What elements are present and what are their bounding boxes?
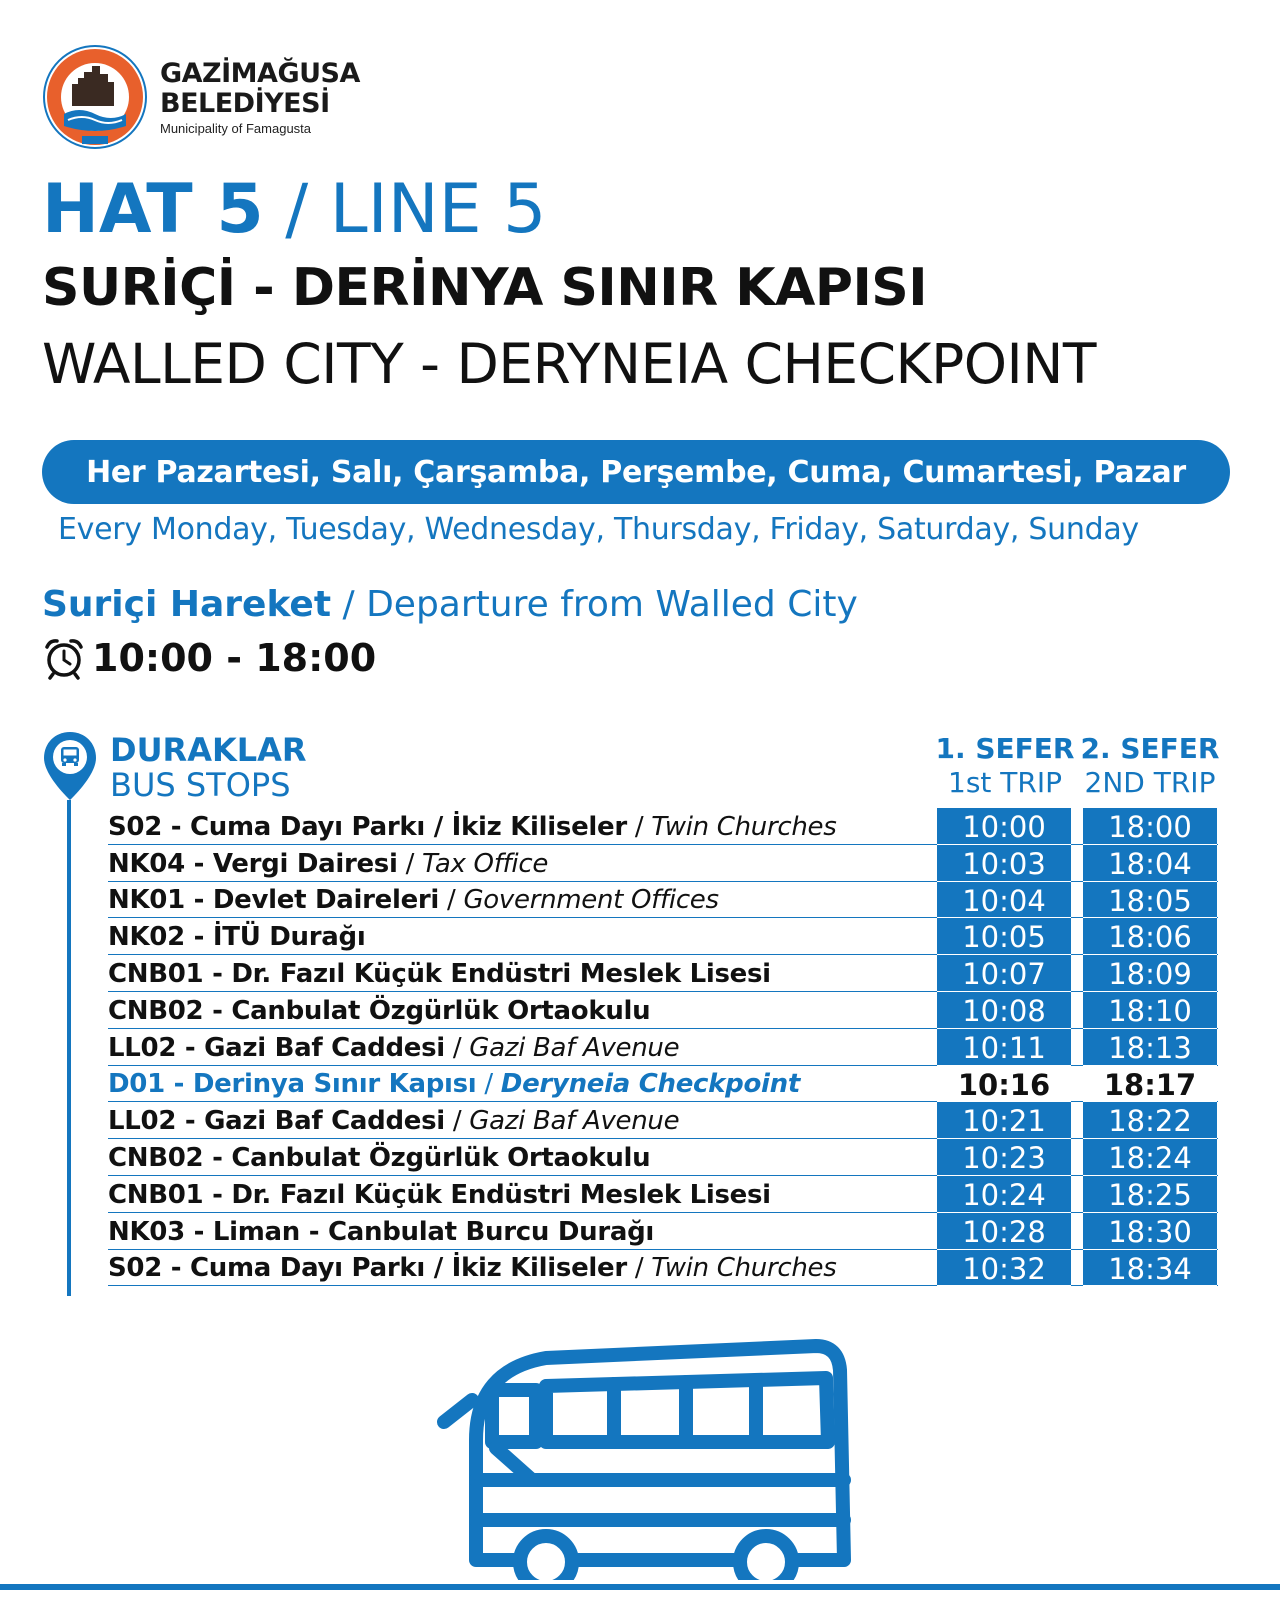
stop-name-tr: S02 - Cuma Dayı Parkı / İkiz Kiliseler xyxy=(108,811,627,842)
timetable xyxy=(108,808,1218,1286)
municipality-seal-icon xyxy=(42,44,148,150)
trip-2-time: 18:04 xyxy=(1083,845,1217,882)
org-name-line1: GAZİMAĞUSA xyxy=(160,57,360,89)
stops-header-tr: DURAKLAR xyxy=(110,731,307,769)
stops-header xyxy=(110,732,307,802)
stop-name xyxy=(108,1143,650,1173)
trip-1-time: 10:08 xyxy=(937,992,1071,1029)
trip-1-time: 10:00 xyxy=(937,808,1071,845)
trip-2-time: 18:09 xyxy=(1083,955,1217,992)
trip-1-time: 10:28 xyxy=(937,1213,1071,1250)
line-title-separator: / xyxy=(263,170,330,249)
trip-2-time: 18:06 xyxy=(1083,918,1217,955)
stop-name-separator: / xyxy=(626,1253,652,1284)
stop-name-tr: NK03 - Liman - Canbulat Burcu Durağı xyxy=(108,1216,655,1247)
trip-2-time: 18:00 xyxy=(1083,808,1217,845)
stop-name-separator: / xyxy=(397,848,422,879)
table-row xyxy=(108,1176,1218,1213)
trip-1-time: 10:32 xyxy=(937,1250,1071,1287)
stop-name xyxy=(108,1106,679,1136)
trip-1-time: 10:11 xyxy=(937,1029,1071,1066)
stop-name-tr: CNB01 - Dr. Fazıl Küçük Endüstri Meslek Lisesi xyxy=(108,958,771,989)
trip-1-time: 10:16 xyxy=(937,1066,1071,1103)
municipality-logo xyxy=(42,44,360,150)
trip-2-time: 18:24 xyxy=(1083,1139,1217,1176)
stop-name-tr: NK01 - Devlet Daireleri xyxy=(108,885,440,916)
departure-heading-tr: Suriçi Hareket xyxy=(42,584,332,625)
departure-heading-separator: / xyxy=(331,584,367,625)
stop-name-separator: / xyxy=(439,885,464,916)
trip-2-time: 18:25 xyxy=(1083,1176,1217,1213)
line-number-tr: HAT 5 xyxy=(42,170,264,249)
table-row xyxy=(108,992,1218,1029)
stop-name-en: Deryneia Checkpoint xyxy=(500,1069,800,1100)
stop-name xyxy=(108,1217,654,1247)
departure-time xyxy=(42,636,376,680)
stop-name-en: Twin Churches xyxy=(651,811,837,842)
table-row xyxy=(108,918,1218,955)
trip-2-header-tr: 2. SEFER xyxy=(1080,732,1220,765)
stop-name xyxy=(108,812,836,842)
trip-2-time: 18:13 xyxy=(1083,1029,1217,1066)
stop-name xyxy=(108,1033,679,1063)
service-days-banner xyxy=(42,440,1230,504)
trip-2-time: 18:22 xyxy=(1083,1102,1217,1139)
stop-name-tr: LL02 - Gazi Baf Caddesi xyxy=(108,1106,445,1137)
stop-name-tr: S02 - Cuma Dayı Parkı / İkiz Kiliseler xyxy=(108,1253,627,1284)
stop-name-separator: / xyxy=(444,1106,470,1137)
stop-name-tr: D01 - Derinya Sınır Kapısı xyxy=(108,1069,477,1100)
table-row xyxy=(108,882,1218,919)
trip-1-time: 10:24 xyxy=(937,1176,1071,1213)
route-name-tr: SURİÇİ - DERİNYA SINIR KAPISI xyxy=(42,258,928,318)
departure-heading xyxy=(42,584,858,625)
stop-name-tr: CNB01 - Dr. Fazıl Küçük Endüstri Meslek Lisesi xyxy=(108,1179,771,1210)
stops-header-en: BUS STOPS xyxy=(110,766,291,804)
stop-name xyxy=(108,996,650,1026)
trip-2-header-en: 2ND TRIP xyxy=(1084,766,1216,799)
stop-name-en: Gazi Baf Avenue xyxy=(469,1032,680,1063)
route-name-en: WALLED CITY - DERYNEIA CHECKPOINT xyxy=(42,332,1097,396)
trip-1-header xyxy=(935,732,1075,800)
trip-1-time: 10:23 xyxy=(937,1139,1071,1176)
stop-name xyxy=(108,922,365,952)
trip-2-time: 18:17 xyxy=(1083,1066,1217,1103)
stop-name-en: Twin Churches xyxy=(651,1253,837,1284)
stop-name-en: Gazi Baf Avenue xyxy=(469,1106,680,1137)
table-row xyxy=(108,1213,1218,1250)
stop-name-separator: / xyxy=(626,811,652,842)
table-row xyxy=(108,808,1218,845)
trip-1-time: 10:21 xyxy=(937,1102,1071,1139)
trip-2-time: 18:10 xyxy=(1083,992,1217,1029)
table-row xyxy=(108,845,1218,882)
alarm-clock-icon xyxy=(42,636,86,680)
trip-1-time: 10:05 xyxy=(937,918,1071,955)
trip-1-time: 10:03 xyxy=(937,845,1071,882)
trip-2-time: 18:34 xyxy=(1083,1250,1217,1287)
stop-name-tr: CNB02 - Canbulat Özgürlük Ortaokulu xyxy=(108,1142,651,1173)
table-row xyxy=(108,1139,1218,1176)
stop-name-separator: / xyxy=(444,1032,470,1063)
stop-name xyxy=(108,1069,800,1099)
table-row xyxy=(108,1102,1218,1139)
line-number-en: LINE 5 xyxy=(329,170,547,249)
trip-1-header-en: 1st TRIP xyxy=(948,766,1062,799)
route-line xyxy=(67,800,71,1296)
stop-name-tr: NK04 - Vergi Dairesi xyxy=(108,848,398,879)
stop-name-en: Government Offices xyxy=(463,885,719,916)
ground-line xyxy=(0,1584,1280,1590)
table-row-destination xyxy=(108,1066,1218,1103)
table-row xyxy=(108,955,1218,992)
line-title xyxy=(42,172,546,248)
stop-name-tr: NK02 - İTÜ Durağı xyxy=(108,922,366,953)
org-subtitle: Municipality of Famagusta xyxy=(160,120,312,136)
bus-illustration-icon xyxy=(436,1330,868,1580)
departure-heading-en: Departure from Walled City xyxy=(366,584,858,625)
stop-name xyxy=(108,959,771,989)
stop-name xyxy=(108,1180,771,1210)
trip-1-time: 10:04 xyxy=(937,882,1071,919)
trip-1-header-tr: 1. SEFER xyxy=(935,732,1075,765)
org-name-line2: BELEDİYESİ xyxy=(160,87,330,119)
stop-name-tr: CNB02 - Canbulat Özgürlük Ortaokulu xyxy=(108,995,651,1026)
table-row xyxy=(108,1029,1218,1066)
stop-name xyxy=(108,885,719,915)
stop-name-en: Tax Office xyxy=(422,848,549,879)
stop-name xyxy=(108,849,548,879)
trip-2-header xyxy=(1080,732,1220,800)
service-days-en: Every Monday, Tuesday, Wednesday, Thursday, Friday, Saturday, Sunday xyxy=(58,512,1139,547)
stop-name-tr: LL02 - Gazi Baf Caddesi xyxy=(108,1032,445,1063)
table-row xyxy=(108,1250,1218,1287)
service-days-tr: Her Pazartesi, Salı, Çarşamba, Perşembe, Cuma, Cumartesi, Pazar xyxy=(86,454,1186,490)
departure-time-range: 10:00 - 18:00 xyxy=(92,636,377,680)
stop-name-separator: / xyxy=(476,1069,501,1100)
trip-2-time: 18:30 xyxy=(1083,1213,1217,1250)
stop-name xyxy=(108,1253,836,1283)
trip-1-time: 10:07 xyxy=(937,955,1071,992)
trip-2-time: 18:05 xyxy=(1083,882,1217,919)
